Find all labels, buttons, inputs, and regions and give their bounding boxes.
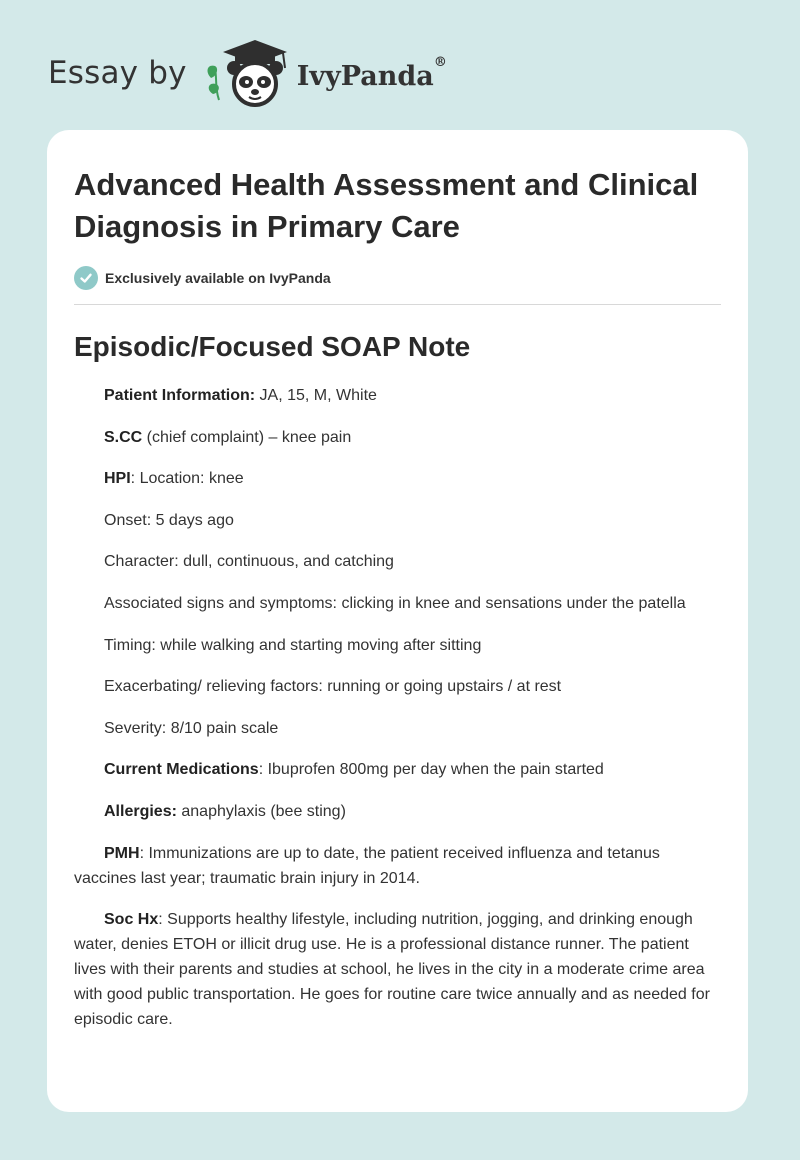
section-heading: Episodic/Focused SOAP Note: [74, 331, 471, 362]
brand-name: IvyPanda®: [296, 54, 447, 92]
check-icon: [74, 266, 98, 290]
paragraph: Associated signs and symptoms: clicking in knee and sensations under the patella: [104, 594, 686, 612]
paragraph: HPI: Location: knee: [104, 470, 244, 488]
paragraph: Character: dull, continuous, and catching: [104, 553, 394, 571]
paragraph: Patient Information: JA, 15, M, White: [104, 387, 377, 404]
paragraph: Severity: 8/10 pain scale: [104, 719, 279, 737]
paragraph: Current Medications: Ibuprofen 800mg per day when the pain started: [104, 761, 604, 779]
paragraph: PMH: Immunizations are up to date, the patient received influenza and tetanus vaccines last year; traumatic brain injury in 2014.: [74, 844, 660, 887]
paragraph: Soc Hx: Supports healthy lifestyle, including nutrition, jogging, and drinking enough water, denies ETOH or illicit drug use. He is a professional distance runner. The patient lives with their parents and studies at school, he lives in the city in a moderate crime area with good public transportation. He goes for routine care twice annually and as needed for episodic care.: [74, 911, 710, 1029]
paragraph: Exacerbating/ relieving factors: running or going upstairs / at rest: [104, 678, 562, 696]
exclusive-label: Exclusively available on IvyPanda: [105, 270, 331, 286]
paragraph: Onset: 5 days ago: [104, 511, 234, 529]
paragraph: S.CC (chief complaint) – knee pain: [104, 428, 352, 446]
essay-by-label: Essay by: [48, 55, 187, 91]
divider: [74, 304, 721, 305]
registered-mark: ®: [433, 54, 447, 70]
exclusive-badge: [74, 266, 721, 290]
paragraph: Timing: while walking and starting moving after sitting: [104, 636, 482, 654]
paragraph: Allergies: anaphylaxis (bee sting): [104, 802, 346, 820]
panda-graduate-icon: [203, 38, 295, 108]
site-header: [48, 38, 447, 108]
essay-card: [47, 130, 748, 1112]
essay-title: Advanced Health Assessment and Clinical Diagnosis in Primary Care: [74, 167, 699, 244]
essay-body: [74, 383, 721, 1032]
